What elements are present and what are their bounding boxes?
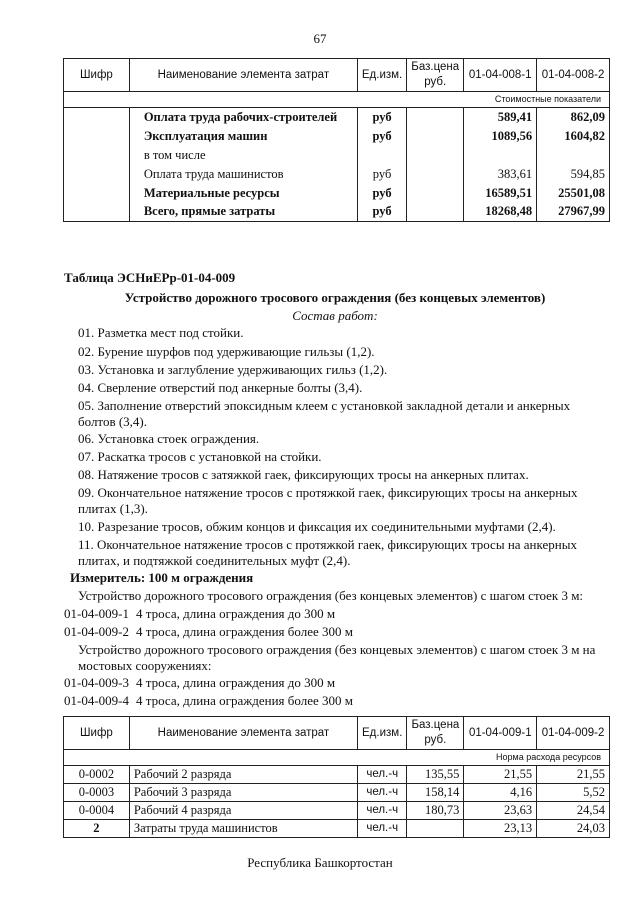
cell-price: 135,55 <box>407 766 464 784</box>
cell-value-2: 24,54 <box>537 802 610 820</box>
cell-name: Оплата труда рабочих-строителей <box>129 108 357 127</box>
table-row <box>64 165 610 184</box>
cell-price <box>407 108 464 127</box>
resource-table <box>63 716 610 838</box>
header-col1: 01-04-009-1 <box>464 717 537 750</box>
header-name: Наименование элемента затрат <box>129 59 357 92</box>
cell-value-2: 594,85 <box>537 165 610 184</box>
cell-name: Эксплуатация машин <box>129 127 357 146</box>
cell-price <box>407 184 464 203</box>
cell-unit: руб <box>357 127 406 146</box>
code-text: 4 троса, длина ограждения более 300 м <box>136 624 353 639</box>
cell-value-2: 1604,82 <box>537 127 610 146</box>
footer: Республика Башкортостан <box>247 855 393 870</box>
header-code: Шифр <box>64 717 130 750</box>
table-header-row <box>64 717 610 750</box>
cell-unit: руб <box>357 165 406 184</box>
cell-value-1: 23,63 <box>464 802 537 820</box>
section-label: Стоимостные показатели <box>64 92 610 108</box>
cell-value-1: 4,16 <box>464 784 537 802</box>
code: 01-04-009-4 <box>64 693 129 708</box>
cell-unit: чел.-ч <box>358 802 407 820</box>
table-row <box>64 784 610 802</box>
cell-price: 158,14 <box>407 784 464 802</box>
cell-value-2: 27967,99 <box>537 203 610 222</box>
work-item: 09. Окончательное натяжение тросов с протяжкой гаек, фиксирующих тросы на анкерных плитах (1,3). <box>78 485 578 516</box>
table-title: Таблица ЭСНиЕРр-01-04-009 <box>64 270 236 285</box>
cell-value-1: 589,41 <box>464 108 537 127</box>
cell-name: в том числе <box>129 146 357 165</box>
cell-code <box>64 146 130 165</box>
cell-value-2: 24,03 <box>537 820 610 838</box>
cell-value-2: 862,09 <box>537 108 610 127</box>
cell-name: Рабочий 4 разряда <box>129 802 357 820</box>
header-unit: Ед.изм. <box>358 717 407 750</box>
cell-value-2 <box>537 146 610 165</box>
cell-code: 0-0004 <box>64 802 130 820</box>
section-label: Норма расхода ресурсов <box>64 750 610 766</box>
cell-code <box>64 108 130 127</box>
table-row <box>64 802 610 820</box>
cell-value-1: 16589,51 <box>464 184 537 203</box>
table-subtitle: Устройство дорожного тросового ограждения (без концевых элементов) <box>124 290 546 305</box>
cell-value-1: 23,13 <box>464 820 537 838</box>
table-row <box>64 108 610 127</box>
cell-value-2: 25501,08 <box>537 184 610 203</box>
cell-price <box>407 203 464 222</box>
work-item: 01. Разметка мест под стойки. <box>78 325 244 340</box>
cell-code: 0-0003 <box>64 784 130 802</box>
cell-price <box>407 146 464 165</box>
cell-code <box>64 203 130 222</box>
cell-name: Материальные ресурсы <box>129 184 357 203</box>
measure-unit: Измеритель: 100 м ограждения <box>70 570 254 585</box>
code-line <box>64 624 353 640</box>
work-item: 11. Окончательное натяжение тросов с протяжкой гаек, фиксирующих тросы на анкерных плитах, и подтяжкой соединительных муфт (2,4). <box>78 537 577 568</box>
code-line <box>64 675 335 691</box>
cell-unit: руб <box>357 108 406 127</box>
cell-price <box>407 820 464 838</box>
table-row <box>64 766 610 784</box>
code-line <box>64 693 353 709</box>
code: 01-04-009-3 <box>64 675 129 690</box>
cell-unit: чел.-ч <box>358 766 407 784</box>
code: 01-04-009-1 <box>64 606 129 621</box>
cell-code <box>64 165 130 184</box>
cell-name: Рабочий 3 разряда <box>129 784 357 802</box>
code-text: 4 троса, длина ограждения до 300 м <box>136 675 336 690</box>
cell-code: 0-0002 <box>64 766 130 784</box>
cell-name: Затраты труда машинистов <box>129 820 357 838</box>
section-row <box>64 92 610 108</box>
cell-price <box>407 165 464 184</box>
cell-value-1: 21,55 <box>464 766 537 784</box>
code-text: 4 троса, длина ограждения до 300 м <box>136 606 336 621</box>
table-row <box>64 146 610 165</box>
cell-value-2: 21,55 <box>537 766 610 784</box>
header-code: Шифр <box>64 59 130 92</box>
header-unit: Ед.изм. <box>357 59 406 92</box>
cell-unit: руб <box>357 184 406 203</box>
cell-unit: чел.-ч <box>358 820 407 838</box>
cell-value-1 <box>464 146 537 165</box>
cell-unit <box>357 146 406 165</box>
header-col2: 01-04-009-2 <box>537 717 610 750</box>
cell-code <box>64 127 130 146</box>
cell-value-1: 383,61 <box>464 165 537 184</box>
cell-name: Всего, прямые затраты <box>129 203 357 222</box>
paragraph-2: Устройство дорожного тросового ограждения (без концевых элементов) с шагом стоек 3 м на мостовых сооружениях: <box>78 642 596 673</box>
work-item: 05. Заполнение отверстий эпоксидным клеем с установкой закладной детали и анкерных болтов (3,4). <box>78 398 571 429</box>
section-row <box>64 750 610 766</box>
header-name: Наименование элемента затрат <box>129 717 357 750</box>
code-line <box>64 606 335 622</box>
cell-code <box>64 184 130 203</box>
cell-value-2: 5,52 <box>537 784 610 802</box>
header-col2: 01-04-008-2 <box>537 59 610 92</box>
cell-price <box>407 127 464 146</box>
work-item: 10. Разрезание тросов, обжим концов и фиксация их соединительными муфтами (2,4). <box>78 519 556 534</box>
code-text: 4 троса, длина ограждения более 300 м <box>136 693 353 708</box>
cell-code: 2 <box>64 820 130 838</box>
work-item: 02. Бурение шурфов под удерживающие гильзы (1,2). <box>78 344 375 359</box>
cell-name: Оплата труда машинистов <box>129 165 357 184</box>
table-row <box>64 203 610 222</box>
composition-label: Состав работ: <box>292 308 378 323</box>
header-price: Баз.цена руб. <box>407 717 464 750</box>
cost-table-1 <box>63 58 610 222</box>
table-row <box>64 127 610 146</box>
work-item: 08. Натяжение тросов с затяжкой гаек, фиксирующих тросы на анкерных плитах. <box>78 467 529 482</box>
work-item: 07. Раскатка тросов с установкой на стойки. <box>78 449 322 464</box>
cell-unit: руб <box>357 203 406 222</box>
cell-value-1: 18268,48 <box>464 203 537 222</box>
work-item: 06. Установка стоек ограждения. <box>78 431 260 446</box>
cell-value-1: 1089,56 <box>464 127 537 146</box>
cell-unit: чел.-ч <box>358 784 407 802</box>
header-col1: 01-04-008-1 <box>464 59 537 92</box>
code: 01-04-009-2 <box>64 624 129 639</box>
cell-price: 180,73 <box>407 802 464 820</box>
paragraph-1: Устройство дорожного тросового ограждения (без концевых элементов) с шагом стоек 3 м: <box>78 588 584 603</box>
work-item: 03. Установка и заглубление удерживающих гильз (1,2). <box>78 362 388 377</box>
page-number: 67 <box>313 31 327 46</box>
header-price: Баз.цена руб. <box>407 59 464 92</box>
table-row <box>64 184 610 203</box>
table-row <box>64 820 610 838</box>
cell-name: Рабочий 2 разряда <box>129 766 357 784</box>
table-header-row <box>64 59 610 92</box>
work-item: 04. Сверление отверстий под анкерные болты (3,4). <box>78 380 363 395</box>
